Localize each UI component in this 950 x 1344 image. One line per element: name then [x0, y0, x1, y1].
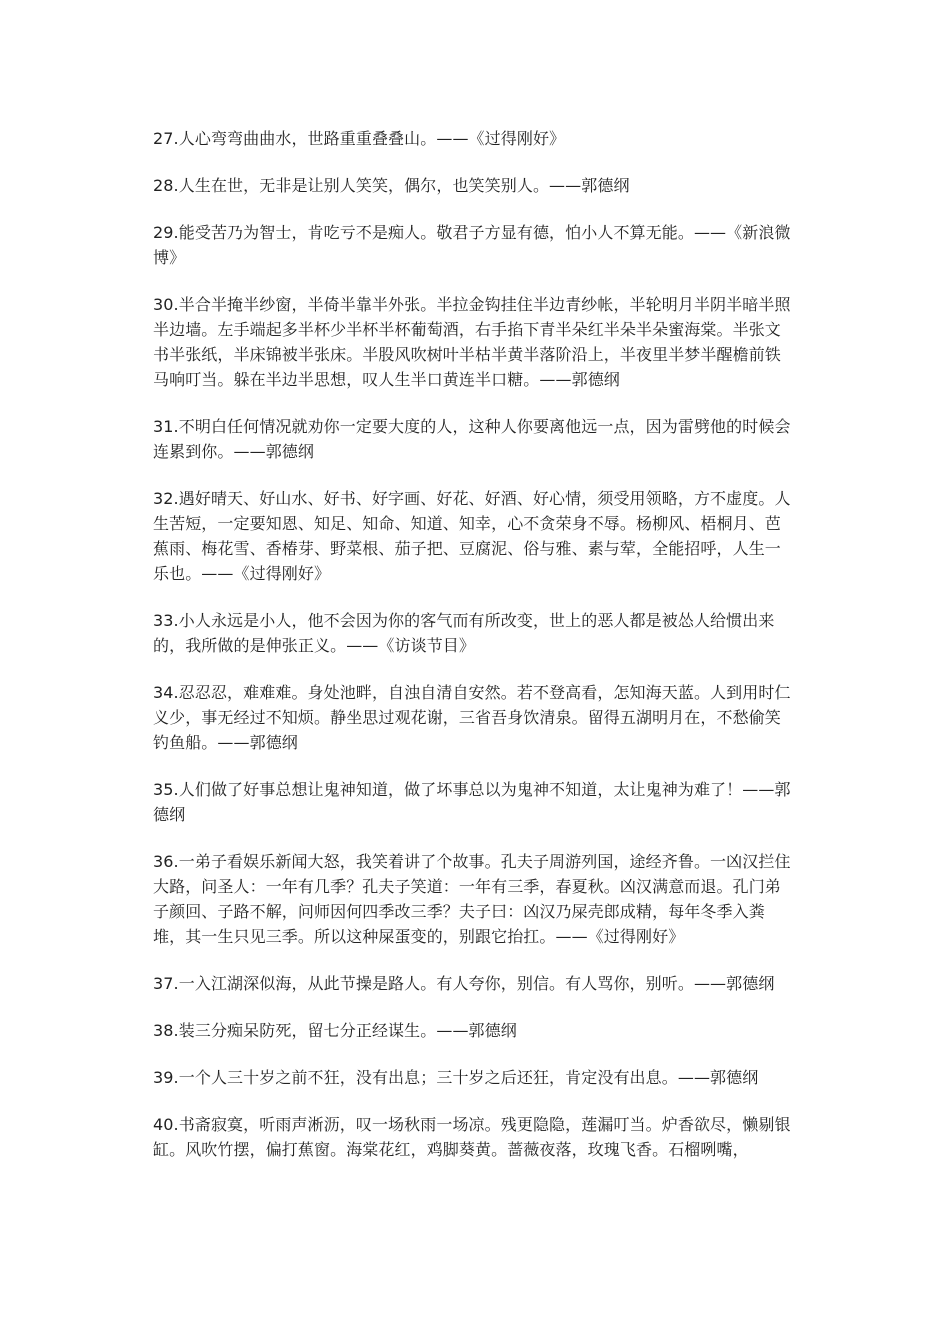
quote-35: 35.人们做了好事总想让鬼神知道，做了坏事总以为鬼神不知道，太让鬼神为难了！——郭德纲 [153, 780, 791, 824]
quote-34: 34.忍忍忍，难难难。身处池畔，自浊自清自安然。若不登高看，怎知海天蓝。人到用时仁义少，事无经过不知烦。静坐思过观花谢，三省吾身饮清泉。留得五湖明月在，不愁偷笑钓鱼船。——郭德纲 [153, 683, 791, 752]
quote-36: 36.一弟子看娱乐新闻大怒，我笑着讲了个故事。孔夫子周游列国，途经齐鲁。一凶汉拦住大路，问圣人：一年有几季？孔夫子笑道：一年有三季，春夏秋。凶汉满意而退。孔门弟子颜回、子路不解，问师因何四季改三季？夫子曰：凶汉乃屎壳郎成精，每年冬季入粪堆，其一生只见三季。所以这种屎蛋变的，别跟它抬扛。——《过得刚好》 [153, 852, 791, 946]
quote-29: 29.能受苦乃为智士，肯吃亏不是痴人。敬君子方显有德，怕小人不算无能。——《新浪微博》 [153, 223, 791, 267]
quote-list [153, 126, 793, 1184]
quote-37: 37.一入江湖深似海，从此节操是路人。有人夸你，别信。有人骂你，别听。——郭德纲 [153, 974, 775, 993]
quote-40: 40.书斋寂寞，听雨声淅沥，叹一场秋雨一场凉。残更隐隐，莲漏叮当。炉香欲尽，懒剔银缸。风吹竹摆，偏打蕉窗。海棠花红，鸡脚葵黄。蔷薇夜落，玫瑰飞香。石榴咧嘴， [153, 1115, 791, 1159]
quote-39: 39.一个人三十岁之前不狂，没有出息；三十岁之后还狂，肯定没有出息。——郭德纲 [153, 1068, 759, 1087]
quote-28: 28.人生在世，无非是让别人笑笑，偶尔，也笑笑别人。——郭德纲 [153, 176, 630, 195]
quote-32: 32.遇好晴天、好山水、好书、好字画、好花、好酒、好心情，须受用领略，方不虚度。人生苦短，一定要知恩、知足、知命、知道、知幸，心不贪荣身不辱。杨柳风、梧桐月、芭蕉雨、梅花雪、香椿芽、野菜根、茄子把、豆腐泥、俗与雅、素与荤，全能招呼，人生一乐也。——《过得刚好》 [153, 489, 791, 583]
quote-31: 31.不明白任何情况就劝你一定要大度的人，这种人你要离他远一点，因为雷劈他的时候会连累到你。——郭德纲 [153, 417, 791, 461]
quote-27: 27.人心弯弯曲曲水，世路重重叠叠山。——《过得刚好》 [153, 129, 566, 148]
quote-38: 38.装三分痴呆防死，留七分正经谋生。——郭德纲 [153, 1021, 517, 1040]
quote-30: 30.半合半掩半纱窗，半倚半靠半外张。半拉金钩挂住半边青纱帐，半轮明月半阴半暗半照半边墙。左手端起多半杯少半杯半杯葡萄酒，右手掐下青半朵红半朵半朵蜜海棠。半张文书半张纸，半床锦被半张床。半股风吹树叶半枯半黄半落阶沿上，半夜里半梦半醒檐前铁马响叮当。躲在半边半思想，叹人生半口黄连半口糖。——郭德纲 [153, 295, 791, 389]
quote-33: 33.小人永远是小人，他不会因为你的客气而有所改变，世上的恶人都是被怂人给惯出来的，我所做的是伸张正义。——《访谈节目》 [153, 611, 775, 655]
